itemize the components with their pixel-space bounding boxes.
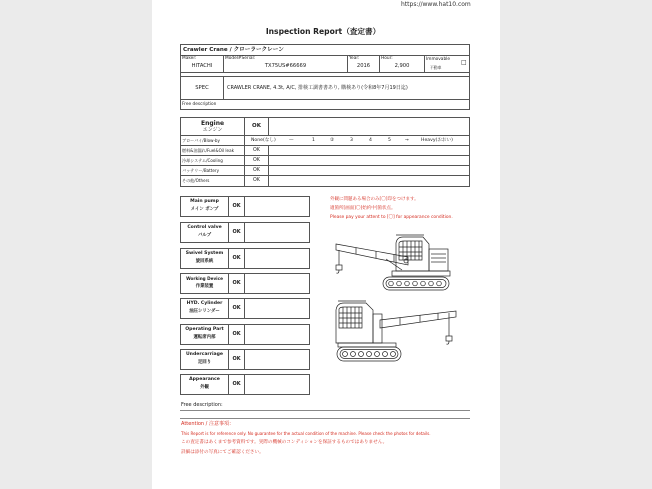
- free-description-line: [180, 410, 470, 411]
- engine-label-jp: エンジン: [202, 127, 223, 133]
- inspection-item-label: [181, 299, 229, 318]
- machine-info-row: [181, 56, 469, 73]
- blowby-scale-4: 4: [369, 138, 372, 143]
- blowby-scale-2-selected: ②: [330, 138, 335, 143]
- cab: [396, 235, 429, 271]
- model-label: Model#Serial:: [225, 56, 256, 61]
- appearance-note: 適箇所[画面]〇]始約中]箇状点。: [330, 206, 396, 211]
- engine-table: [180, 117, 470, 187]
- inspection-item-status: OK: [229, 299, 245, 318]
- inspection-item-status: OK: [229, 223, 245, 242]
- appearance-note: Please pay your attent to [〇] for appearance condition.: [330, 215, 453, 220]
- hook: [336, 250, 342, 273]
- inspection-item-label: [181, 223, 229, 242]
- page-title: Inspection Report（査定書）: [265, 27, 381, 36]
- crane-rear-view-drawing: [330, 298, 462, 366]
- appearance-note: 外観に問題ある場合のみ[〇]印をつけます。: [330, 197, 419, 202]
- inspection-item-label-en: Main pump: [190, 199, 219, 204]
- attention-line-jp: 詳細は添付の写真にてご確認ください。: [181, 450, 264, 455]
- site-url-link[interactable]: https://www.hat10.com: [401, 1, 471, 8]
- inspection-item-status: OK: [229, 350, 245, 369]
- immovable-checkbox-icon: □: [461, 59, 467, 66]
- model-value: TX75US#66669: [264, 63, 307, 69]
- hour-label: Hour:: [381, 56, 393, 61]
- inspection-item-label-en: Control valve: [187, 225, 222, 230]
- inspection-item-label-jp: バルブ: [197, 233, 212, 238]
- inspection-item-status: OK: [229, 249, 245, 268]
- blowby-none-label: None(なし): [251, 138, 276, 143]
- inspection-item-operating-part: [180, 324, 310, 345]
- blowby-label: ブローバイ/Blow-by: [181, 136, 245, 145]
- attention-line-en: This Report is for reference only. No guarantee for the actual condition of the machine. Please check the photos for details.: [181, 431, 431, 436]
- inspection-item-main-pump: [180, 196, 310, 217]
- inspection-item-label-en: Undercarriage: [185, 352, 224, 357]
- inspection-item-label: [181, 274, 229, 293]
- engine-house: [429, 249, 448, 271]
- inspection-item-undercarriage: [180, 349, 310, 370]
- spec-text: CRAWLER CRANE, 4.3t, A/C, 排検工調書書あり, 購検あり(令和8年7月19日迄): [227, 85, 408, 91]
- crawler-track: [383, 277, 449, 290]
- inspection-item-appearance: [180, 374, 310, 395]
- engine-item-status: OK: [245, 146, 269, 155]
- engine-item-status: OK: [245, 166, 269, 175]
- blowby-scale-3: 3: [350, 138, 353, 143]
- report-page: [152, 0, 500, 489]
- inspection-item-label: [181, 350, 229, 369]
- engine-item-label: 燃料&油漏れ/Fuel&Oil leak: [181, 146, 245, 155]
- blowby-scale-5: 5: [388, 138, 391, 143]
- attention-line-jp: この査定書はあくまで参考資料です。実際の機械のコンディションを保証するものではありません。: [181, 440, 388, 445]
- engine-label: Engine: [200, 120, 225, 127]
- inspection-item-label: [181, 197, 229, 216]
- inspection-item-label: [181, 375, 229, 394]
- maker-value: HITACHI: [191, 63, 213, 69]
- immovable-cell: [425, 56, 469, 72]
- inspection-item-label-jp: 旋回系統: [195, 259, 214, 264]
- immovable-label: Immovable: [426, 57, 451, 62]
- inspection-item-label-jp: 足回り: [197, 360, 212, 365]
- hour-cell: [380, 56, 425, 72]
- spec-row: [181, 76, 469, 100]
- inspection-item-label-jp: メイン ポンプ: [190, 207, 219, 212]
- maker-cell: [181, 56, 224, 72]
- cab: [336, 301, 373, 343]
- engine-label-cell: [181, 118, 245, 135]
- engine-item-row: [181, 156, 469, 166]
- inspection-item-label: [181, 325, 229, 344]
- inspection-item-label-en: Swivel System: [185, 251, 224, 256]
- inspection-item-hyd-cylinder: [180, 298, 310, 319]
- boom-mast: [373, 314, 382, 343]
- turntable: [392, 271, 450, 276]
- engine-item-status: OK: [245, 176, 269, 186]
- model-cell: [224, 56, 348, 72]
- engine-header-row: [181, 118, 469, 136]
- inspection-item-swivel-system: [180, 248, 310, 269]
- engine-item-label: バッテリー/Battery: [181, 166, 245, 175]
- year-value: 2016: [356, 63, 371, 69]
- engine-item-row: [181, 166, 469, 176]
- inspection-item-label-jp: 外観: [200, 385, 209, 390]
- section-divider: [180, 418, 470, 419]
- inspection-item-label-jp: 作業装置: [195, 284, 214, 289]
- maker-label: Maker:: [182, 56, 197, 61]
- inspection-item-label: [181, 249, 229, 268]
- boom: [336, 244, 408, 270]
- blowby-scale-1: 1: [312, 138, 315, 143]
- crane-side-view-drawing: [330, 232, 472, 294]
- crawler-track: [337, 347, 401, 361]
- inspection-item-status: OK: [229, 325, 245, 344]
- inspection-item-control-valve: [180, 222, 310, 243]
- immovable-label-jp: 不動車: [430, 65, 442, 70]
- engine-item-label: その他/Others: [181, 176, 245, 186]
- boom: [380, 311, 456, 328]
- turntable: [338, 343, 396, 347]
- inspection-item-working-device: [180, 273, 310, 294]
- inspection-item-label-en: Operating Part: [185, 327, 224, 332]
- blowby-arrow-icon: →: [405, 138, 409, 143]
- inspection-item-label-en: HYD. Cylinder: [186, 301, 223, 306]
- machine-free-description-label: Free description: [182, 102, 217, 107]
- machine-category: Crawler Crane / クローラークレーン: [181, 45, 469, 56]
- inspection-item-status: OK: [229, 274, 245, 293]
- engine-item-row: [181, 146, 469, 156]
- engine-item-label: 冷却システム/Cooling: [181, 156, 245, 165]
- inspection-item-status: OK: [229, 197, 245, 216]
- engine-status: OK: [245, 118, 269, 135]
- free-description-label: Free description:: [181, 402, 223, 408]
- engine-item-row: [181, 176, 469, 186]
- attention-title: Attention / 注意事項：: [181, 421, 234, 427]
- inspection-item-status: OK: [229, 375, 245, 394]
- blowby-heavy-label: Heavy(おおい): [421, 138, 453, 143]
- inspection-item-label-jp: 運転席内部: [193, 335, 216, 340]
- year-label: Year:: [349, 56, 360, 61]
- machine-info-table: [180, 44, 470, 110]
- blowby-scale-dash: —: [289, 138, 294, 143]
- spec-label: SPEC: [181, 77, 224, 99]
- blowby-row: [181, 136, 469, 146]
- inspection-item-label-en: Appearance: [189, 377, 220, 382]
- hour-value: 2,900: [394, 63, 410, 69]
- year-cell: [348, 56, 380, 72]
- engine-item-status: OK: [245, 156, 269, 165]
- inspection-item-label-en: Working Device: [186, 276, 223, 281]
- inspection-item-label-jp: 油圧シリンダー: [189, 309, 220, 314]
